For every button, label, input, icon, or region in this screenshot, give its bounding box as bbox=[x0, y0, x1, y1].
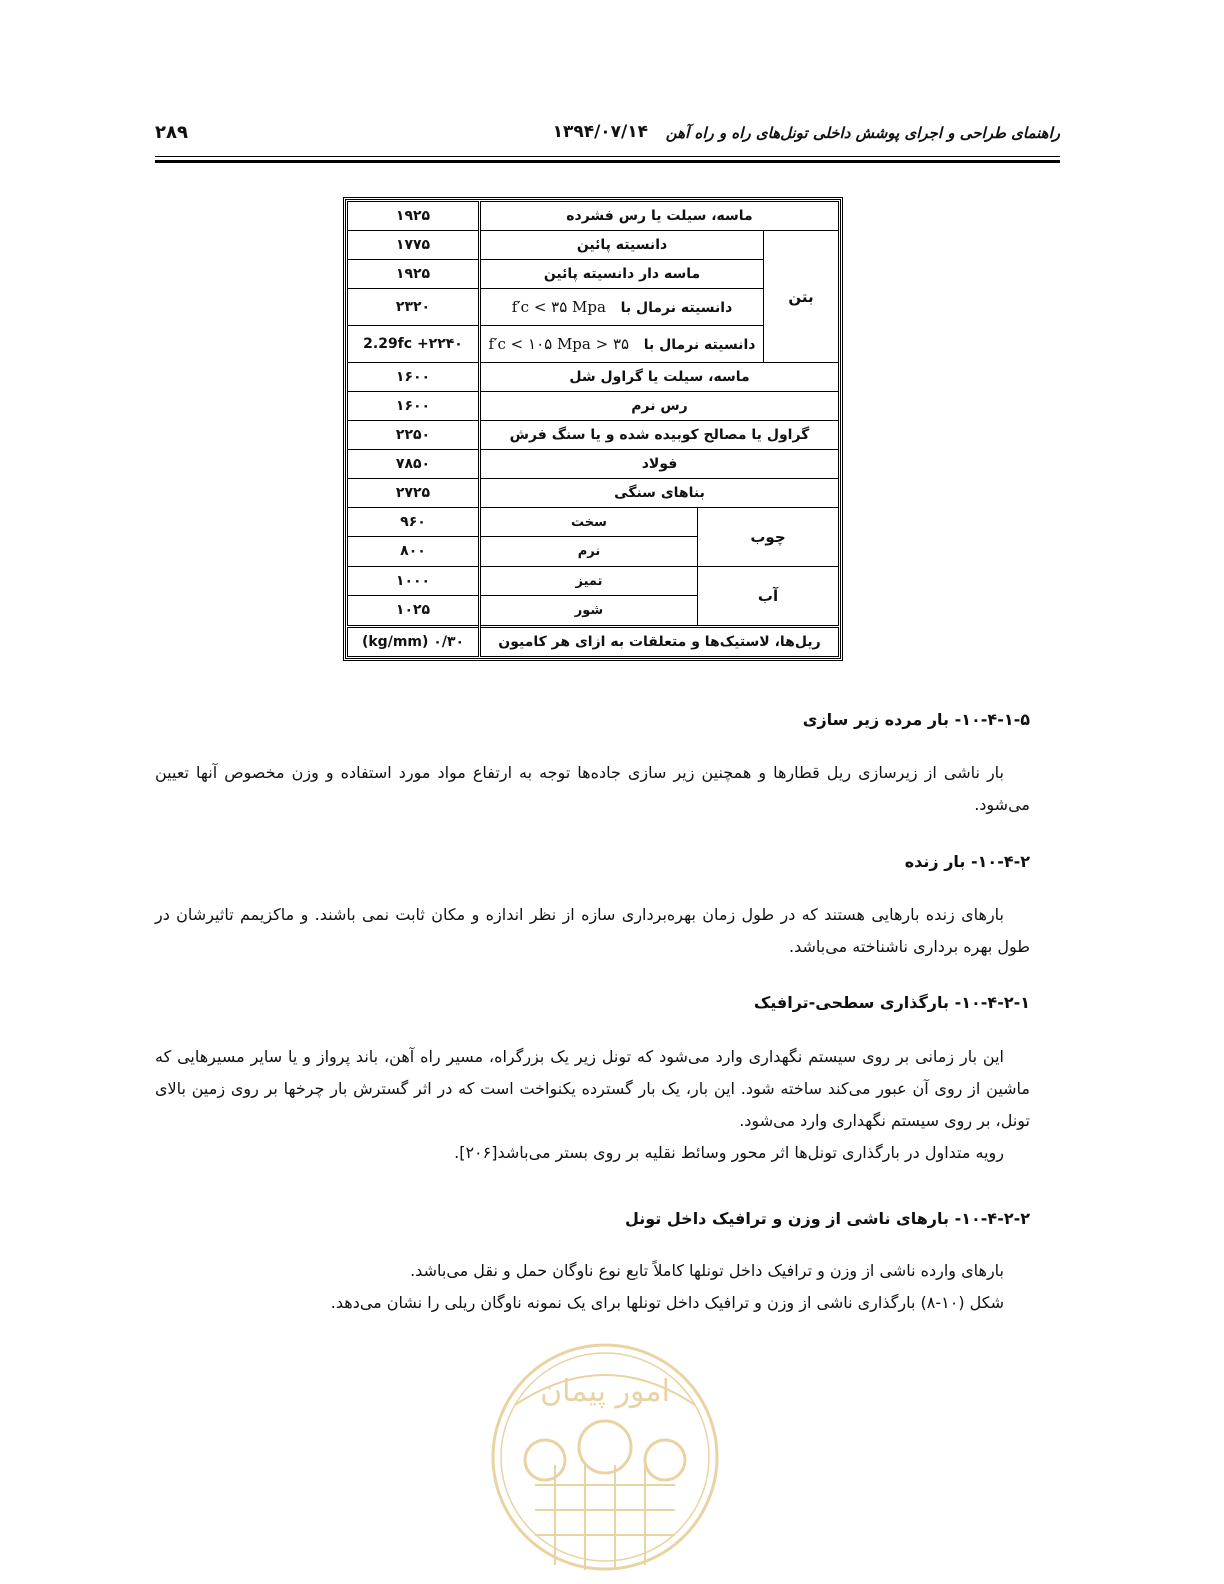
watermark-seal-icon bbox=[485, 1335, 725, 1584]
formula: f′c < ۳۵ Mpa bbox=[511, 298, 606, 316]
table-cell-value: ۱۶۰۰ bbox=[348, 392, 480, 421]
running-title: راهنمای طراحی و اجرای پوشش داخلی تونل‌های راه و راه آهن bbox=[665, 124, 1060, 142]
paragraph: بارهای وارده ناشی از وزن و ترافیک داخل تونلها کاملاً تابع نوع ناوگان حمل و نقل می‌باشد. bbox=[410, 1261, 1004, 1280]
table-cell-value: ۱۰۰۰ bbox=[348, 567, 478, 596]
section-body-4 bbox=[155, 1255, 1030, 1319]
table-subgroup-values bbox=[348, 508, 480, 567]
cell-text: دانسیته نرمال با bbox=[643, 337, 756, 353]
page-header bbox=[155, 120, 1060, 160]
table-cell-label: گراول یا مصالح کوبیده شده و یا سنگ فرش bbox=[480, 421, 839, 450]
watermark-text: امور پیمان bbox=[540, 1374, 670, 1409]
paragraph: این بار زمانی بر روی سیستم نگهداری وارد می‌شود که تونل زیر یک بزرگراه، مسیر راه آهن، باند پرواز و یا سایر مسیرهایی که ماشین از روی آن عبور می‌کند ساخته شود. این بار، یک بار گسترده یکنواخت است که در اثر گسترش بار چرخها بر روی زمین بالای تونل، بر روی سیستم نگهداری وارد می‌شود. bbox=[155, 1047, 1030, 1130]
table-cell-label bbox=[480, 289, 764, 326]
section-heading-3 bbox=[155, 993, 1030, 1012]
table-row bbox=[348, 627, 839, 657]
table-subgroup bbox=[480, 567, 839, 627]
table-cell-label: فولاد bbox=[480, 450, 839, 479]
table-cell-label: ریل‌ها، لاستیک‌ها و متعلقات به ازای هر کامیون bbox=[480, 627, 839, 657]
section-heading: ۱۰-۴-۲-۲- بارهای ناشی از وزن و ترافیک داخل تونل bbox=[624, 1209, 1030, 1228]
table-row bbox=[348, 479, 839, 508]
table-cell-label: تمیز bbox=[481, 567, 698, 596]
section-heading-4 bbox=[155, 1209, 1030, 1228]
section-heading: ۱۰-۴-۲- بار زنده bbox=[904, 852, 1030, 871]
table-cell-value: ۱۰۲۵ bbox=[395, 602, 431, 618]
table-group-label: آب bbox=[698, 567, 839, 625]
table-cell-label: بناهای سنگی bbox=[480, 479, 839, 508]
table-cell-value: ۱۹۲۵ bbox=[348, 260, 480, 289]
section-heading-1 bbox=[155, 710, 1030, 729]
table-cell-value: ۱۷۷۵ bbox=[348, 231, 480, 260]
table-row bbox=[348, 421, 839, 450]
paragraph: بار ناشی از زیرسازی ریل قطارها و همچنین زیر سازی جاده‌ها توجه به ارتفاع مواد مورد استفاده و وزن مخصوص آنها تعیین می‌شود. bbox=[155, 763, 1030, 814]
table-cell-label: شور bbox=[574, 603, 604, 618]
table-cell-value: ۱۶۰۰ bbox=[348, 363, 480, 392]
table-cell-label: ماسه، سیلت یا گراول شل bbox=[480, 363, 839, 392]
table-subgroup-values bbox=[348, 567, 480, 627]
table-cell-label: نرم bbox=[577, 544, 601, 559]
table-cell-label: دانسیته پائین bbox=[480, 231, 764, 260]
table-cell-value: ۷۸۵۰ bbox=[348, 450, 480, 479]
table-cell-value: ۹۶۰ bbox=[348, 508, 478, 537]
table-cell-label: ماسه، سیلت یا رس فشرده bbox=[480, 202, 839, 231]
table-row bbox=[348, 363, 839, 392]
table-cell-label: ماسه دار دانسیته پائین bbox=[480, 260, 764, 289]
table-cell-value: ۲۳۲۰ bbox=[348, 289, 480, 326]
paragraph: رویه متداول در بارگذاری تونل‌ها اثر محور وسائط نقلیه بر روی بستر می‌باشد[۲۰۶]. bbox=[454, 1143, 1004, 1162]
table-cell-value: 2.29fc +۲۲۴۰ bbox=[348, 326, 480, 363]
table-group-label: بتن bbox=[764, 231, 839, 363]
table-cell-value: ۲۲۵۰ bbox=[348, 421, 480, 450]
section-body-1 bbox=[155, 757, 1030, 821]
cell-text: دانسیته نرمال با bbox=[620, 300, 733, 316]
table-row bbox=[348, 392, 839, 421]
table-row bbox=[348, 567, 839, 627]
section-heading: ۱۰-۴-۱-۵- بار مرده زیر سازی bbox=[802, 710, 1030, 729]
unit-weight-table bbox=[343, 197, 843, 661]
table-cell-label: رس نرم bbox=[480, 392, 839, 421]
table-group-label: چوب bbox=[698, 508, 839, 566]
section-heading: ۱۰-۴-۲-۱- بارگذاری سطحی-ترافیک bbox=[753, 993, 1030, 1012]
table-cell-label: سخت bbox=[481, 508, 698, 537]
header-rule-thick bbox=[155, 160, 1060, 163]
section-body-3 bbox=[155, 1041, 1030, 1169]
table-row bbox=[348, 231, 839, 260]
table-cell-value: ۰/۳۰ (kg/mm) bbox=[348, 627, 480, 657]
formula: ۳۵ < f′c < ۱۰۵ Mpa bbox=[488, 335, 630, 353]
table-row bbox=[348, 450, 839, 479]
header-date: ۱۳۹۴/۰۷/۱۴ bbox=[552, 122, 648, 142]
table-cell-value: ۱۹۲۵ bbox=[348, 202, 480, 231]
table-cell-value: ۸۰۰ bbox=[400, 543, 426, 559]
header-rule bbox=[155, 156, 1060, 157]
table-row bbox=[348, 202, 839, 231]
paragraph: بارهای زنده بارهایی هستند که در طول زمان بهره‌برداری سازه از نظر اندازه و مکان ثابت نمی باشند. و ماکزیمم تاثیرشان در طول بهره برداری ناشناخته می‌باشد. bbox=[155, 905, 1030, 956]
section-heading-2 bbox=[155, 852, 1030, 871]
table-cell-value: ۲۷۲۵ bbox=[348, 479, 480, 508]
table-subgroup bbox=[480, 508, 839, 567]
section-body-2 bbox=[155, 899, 1030, 963]
table-row bbox=[348, 508, 839, 567]
paragraph: شکل (۱۰-۸) بارگذاری ناشی از وزن و ترافیک داخل تونلها برای یک نمونه ناوگان ریلی را نشان می‌دهد. bbox=[330, 1293, 1004, 1312]
table-cell-label bbox=[480, 326, 764, 363]
page-number: ۲۸۹ bbox=[155, 122, 188, 143]
